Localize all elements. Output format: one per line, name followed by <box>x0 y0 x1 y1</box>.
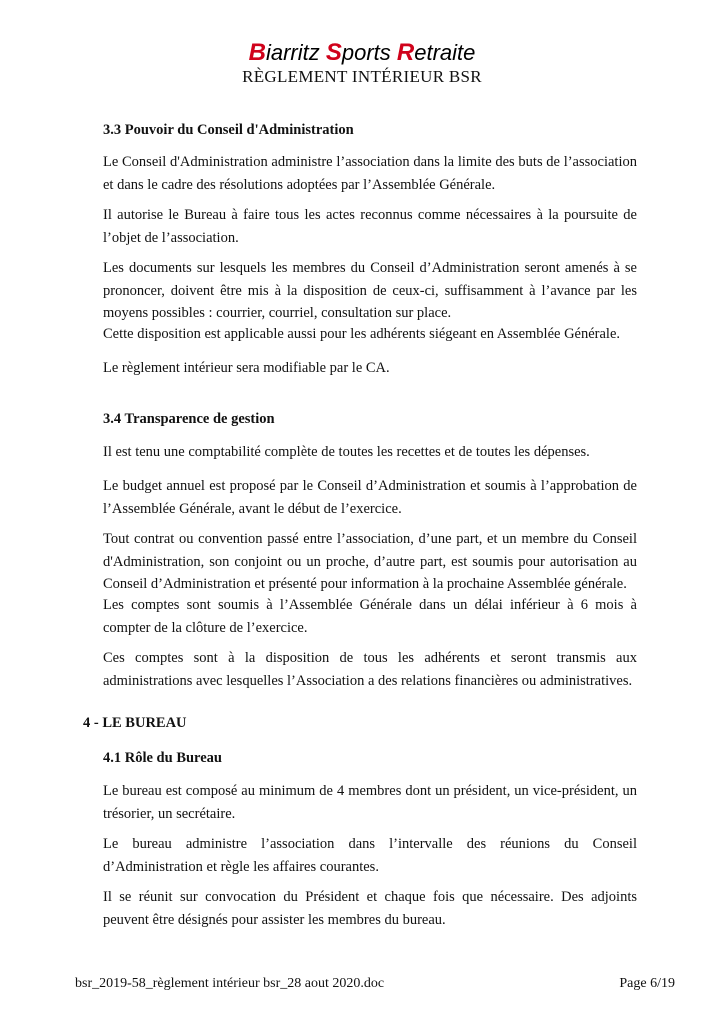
paragraph-3-3-4: Cette disposition est applicable aussi pour les adhérents siégeant en Assemblée Générale. <box>103 326 621 342</box>
paragraph-3-3-3: Les documents sur lesquels les membres du Conseil d’Administration seront amenés à se prononcer, doivent être mis à la disposition de ceux-ci, suffisamment à l’avance par les moyens possibles : courrier, courriel, consultation sur place. <box>103 260 637 321</box>
paragraph-3-4-2: Le budget annuel est proposé par le Conseil d’Administration et soumis à l’approbation de l’Assemblée Générale, avant le début de l’exercice. <box>103 478 637 517</box>
section-heading-3-3: 3.3 Pouvoir du Conseil d'Administration <box>103 122 354 138</box>
paragraph-3-4-4: Les comptes sont soumis à l’Assemblée Générale dans un délai inférieur à 6 mois à compter de la clôture de l’exercice. <box>103 597 637 636</box>
brand-initial-b: B <box>248 39 266 66</box>
paragraph-3-3-2: Il autorise le Bureau à faire tous les actes reconnus comme nécessaires à la poursuite de l’objet de l’association. <box>103 207 637 246</box>
document-title: RÈGLEMENT INTÉRIEUR BSR <box>242 67 482 86</box>
paragraph-3-4-3: Tout contrat ou convention passé entre l’association, d’une part, et un membre du Conseil d'Administration, son conjoint ou un proche, d’autre part, est soumis pour autorisation au Conseil d’Administration et présenté pour information à la prochaine Assemblée générale. <box>103 531 637 592</box>
brand-text-3: etraite <box>414 40 476 65</box>
paragraph-3-4-1: Il est tenu une comptabilité complète de toutes les recettes et de toutes les dépenses. <box>103 444 590 460</box>
brand-initial-r: R <box>396 39 415 66</box>
section-heading-4: 4 - LE BUREAU <box>83 715 187 731</box>
paragraph-3-4-5: Ces comptes sont à la disposition de tous les adhérents et seront transmis aux administrations avec lesquelles l’Association a des relations financières ou administratives. <box>103 650 637 689</box>
brand-initial-s: S <box>325 39 342 66</box>
page-footer <box>75 975 675 993</box>
brand-text-1: iarritz <box>265 40 326 65</box>
footer-page-number: Page 6/19 <box>619 976 675 991</box>
page-header <box>0 40 724 87</box>
section-heading-4-1: 4.1 Rôle du Bureau <box>103 750 222 766</box>
paragraph-3-3-5: Le règlement intérieur sera modifiable par le CA. <box>103 360 390 376</box>
paragraph-4-1-3: Il se réunit sur convocation du Président et chaque fois que nécessaire. Des adjoints peuvent être désignés pour assister les membres du bureau. <box>103 889 637 928</box>
brand-name <box>0 40 724 66</box>
brand-text-2: ports <box>341 40 397 65</box>
paragraph-4-1-1: Le bureau est composé au minimum de 4 membres dont un président, un vice-président, un trésorier, un secrétaire. <box>103 783 637 822</box>
footer-filename: bsr_2019-58_règlement intérieur bsr_28 aout 2020.doc <box>75 976 385 991</box>
paragraph-3-3-1: Le Conseil d'Administration administre l’association dans la limite des buts de l’association et dans le cadre des résolutions adoptées par l’Assemblée Générale. <box>103 154 637 193</box>
paragraph-4-1-2: Le bureau administre l’association dans l’intervalle des réunions du Conseil d’Administration et règle les affaires courantes. <box>103 836 637 875</box>
section-heading-3-4: 3.4 Transparence de gestion <box>103 411 275 427</box>
